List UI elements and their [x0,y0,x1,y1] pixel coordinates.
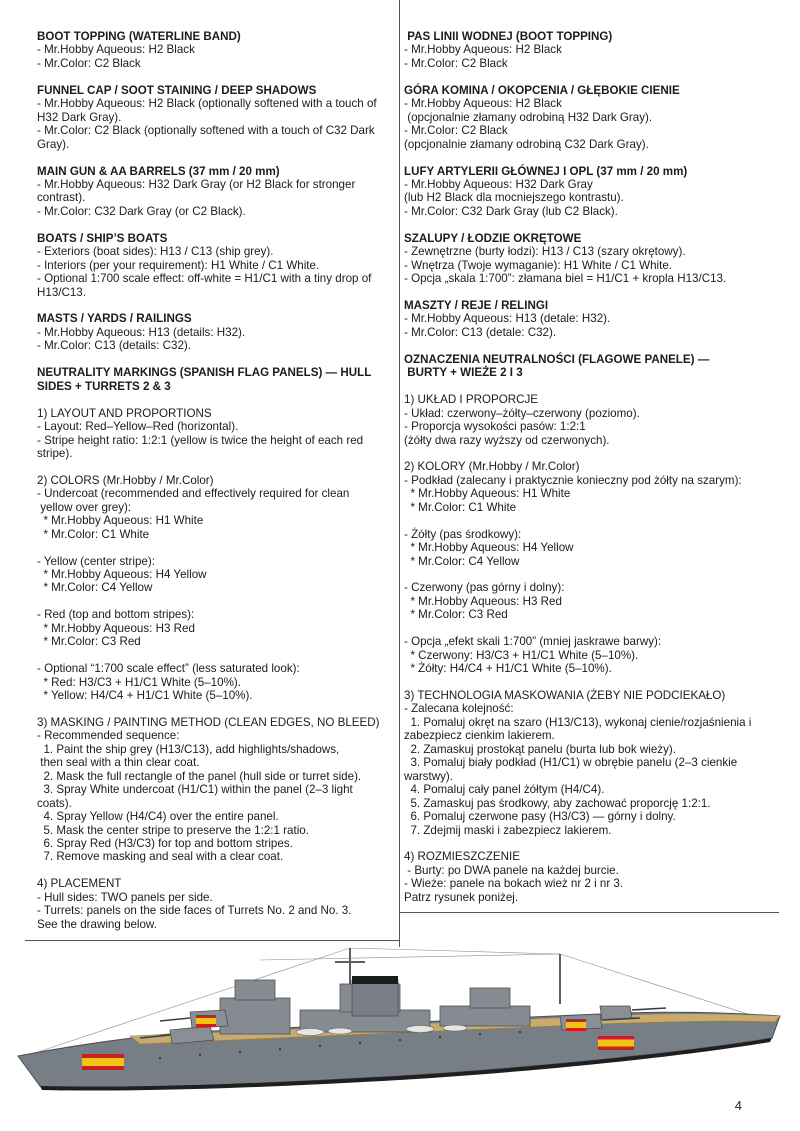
instruction-line: - Turrets: panels on the side faces of Turrets No. 2 and No. 3. [37,904,352,918]
section-heading: OZNACZENIA NEUTRALNOŚCI (FLAGOWE PANELE) — [404,352,710,366]
instruction-line: - Zewnętrzne (burty łodzi): H13 / C13 (szary okrętowy). [404,245,686,259]
instruction-line: Gray). [37,137,70,151]
section-heading: SIDES + TURRETS 2 & 3 [37,379,171,393]
instruction-line: * Mr.Hobby Aqueous: H1 White [404,487,571,501]
instruction-line: yellow over grey): [37,500,132,514]
section-heading: SZALUPY / ŁODZIE OKRĘTOWE [404,231,582,245]
instruction-section [37,232,393,299]
instruction-line: H13/C13. [37,285,86,299]
instruction-line: stripe). [37,446,73,460]
instruction-section [37,165,393,219]
instruction-line: * Mr.Hobby Aqueous: H1 White [37,514,204,528]
instruction-line: * Mr.Color: C1 White [37,527,150,541]
instruction-section [37,608,393,648]
instruction-line: * Mr.Hobby Aqueous: H4 Yellow [404,541,574,555]
instruction-line: - Interiors (per your requirement): H1 White / C1 White. [37,258,320,272]
instruction-line: - Żółty (pas środkowy): [404,527,522,541]
instruction-line: (lub H2 Black dla mocniejszego kontrastu). [404,191,624,205]
instruction-line: - Mr.Color: C2 Black [404,124,508,138]
instruction-section [404,635,770,675]
instruction-line: - Podkład (zalecany i praktycznie konieczny pod żółty na szarym): [404,473,742,487]
instruction-line: - Mr.Hobby Aqueous: H2 Black [404,43,562,57]
instruction-line: - Zalecana kolejność: [404,702,514,716]
instruction-line: 1. Paint the ship grey (H13/C13), add highlights/shadows, [37,742,340,756]
instruction-line: - Mr.Hobby Aqueous: H2 Black (optionally softened with a touch of [37,97,377,111]
section-heading: GÓRA KOMINA / OKOPCENIA / GŁĘBOKIE CIENIE [404,83,680,97]
instruction-line: - Mr.Hobby Aqueous: H13 (detale: H32). [404,312,611,326]
instruction-line: 6. Spray Red (H3/C3) for top and bottom stripes. [37,837,293,851]
instruction-line: - Czerwony (pas górny i dolny): [404,581,565,595]
instruction-line: - Optional “1:700 scale effect” (less saturated look): [37,662,300,676]
instruction-section [404,393,770,447]
section-heading: NEUTRALITY MARKINGS (SPANISH FLAG PANELS) — HULL [37,366,372,380]
instruction-line: 3) TECHNOLOGIA MASKOWANIA (ŻEBY NIE PODCIEKAŁO) [404,689,726,703]
instruction-line: - Układ: czerwony–żółty–czerwony (poziomo). [404,406,640,420]
instruction-section [37,555,393,595]
section-heading: MASZTY / REJE / RELINGI [404,299,549,312]
instruction-line: coats). [37,796,72,810]
section-heading: BURTY + WIEŻE 2 I 3 [404,366,523,380]
instruction-line: * Mr.Hobby Aqueous: H3 Red [404,594,562,608]
instruction-line: - Mr.Hobby Aqueous: H2 Black [37,43,195,57]
instruction-section [37,662,393,702]
instruction-line: - Optional 1:700 scale effect: off-white = H1/C1 with a tiny drop of [37,272,372,286]
instruction-section [37,30,393,70]
instruction-line: - Hull sides: TWO panels per side. [37,890,213,904]
instruction-section [404,460,770,514]
cruiser-side-view [0,940,800,1100]
instruction-line: - Mr.Color: C2 Black (optionally softened with a touch of C32 Dark [37,124,375,138]
instruction-line: * Mr.Hobby Aqueous: H4 Yellow [37,568,207,581]
instruction-line: 3. Spray White undercoat (H1/C1) within the panel (2–3 light [37,783,353,797]
instruction-line: - Burty: po DWA panele na każdej burcie. [404,863,619,877]
instruction-section [404,30,770,70]
instruction-line: (żółty dwa razy wyższy od czerwonych). [404,433,610,447]
instruction-line: 2. Zamaskuj prostokąt panelu (burta lub bok wieży). [404,742,676,756]
instruction-line: * Mr.Color: C4 Yellow [404,554,520,568]
instruction-line: * Mr.Color: C3 Red [37,635,141,649]
instruction-line: 2) KOLORY (Mr.Hobby / Mr.Color) [404,460,580,474]
instruction-line: * Red: H3/C3 + H1/C1 White (5–10%). [37,675,241,689]
instruction-line: 4) PLACEMENT [37,877,122,891]
instruction-line: - Exteriors (boat sides): H13 / C13 (ship grey). [37,245,274,259]
instruction-section [404,165,770,219]
section-heading: MASTS / YARDS / RAILINGS [37,312,192,326]
instruction-line: 7. Zdejmij maski i zabezpiecz lakierem. [404,823,612,837]
instruction-line: (opcjonalnie złamany odrobiną H32 Dark Gray). [404,110,653,124]
instruction-line: 6. Pomaluj czerwone pasy (H3/C3) — górny i dolny. [404,810,676,824]
instruction-line: warstwy). [404,769,453,783]
instruction-line: * Żółty: H4/C4 + H1/C1 White (5–10%). [404,662,612,676]
instruction-line: - Wieże: panele na bokach wież nr 2 i nr 3. [404,877,624,891]
instruction-line: 4) ROZMIESZCZENIE [404,850,520,864]
instruction-line: - Mr.Color: C2 Black [404,56,508,70]
instruction-section [404,299,770,339]
section-heading: LUFY ARTYLERII GŁÓWNEJ I OPL (37 mm / 20 mm) [404,164,688,178]
flag-panel-turret-2 [196,1015,216,1027]
instruction-section [37,716,393,864]
english-instructions-column [37,30,393,945]
instruction-line: * Mr.Color: C1 White [404,500,517,514]
instruction-line: - Mr.Color: C32 Dark Gray (lub C2 Black). [404,204,618,218]
instruction-line: H32 Dark Gray). [37,110,122,124]
instruction-line: 3. Pomaluj biały podkład (H1/C1) w obrębie panelu (2–3 cienkie [404,756,738,770]
instruction-line: * Yellow: H4/C4 + H1/C1 White (5–10%). [37,689,253,703]
instruction-line: - Mr.Color: C2 Black [37,56,141,70]
flag-panel-hull-aft [598,1036,634,1050]
instruction-line: 2. Mask the full rectangle of the panel (hull side or turret side). [37,769,362,783]
section-heading: FUNNEL CAP / SOOT STAINING / DEEP SHADOWS [37,83,317,97]
instruction-section [404,84,770,151]
instruction-section [37,474,393,541]
instruction-line: - Opcja „skala 1:700”: złamana biel = H1/C1 + kropla H13/C13. [404,272,727,286]
instruction-line: - Mr.Color: C32 Dark Gray (or C2 Black). [37,204,246,218]
instruction-section [37,407,393,461]
polish-instructions-column [404,30,770,918]
instruction-section [37,84,393,151]
instruction-line: - Mr.Hobby Aqueous: H32 Dark Gray [404,177,593,191]
page-number: 4 [734,1098,742,1113]
instruction-section [404,850,770,904]
instruction-line: 7. Remove masking and seal with a clear coat. [37,850,284,864]
instruction-line: Patrz rysunek poniżej. [404,890,519,904]
instruction-line: * Mr.Color: C3 Red [404,608,508,622]
instruction-line: then seal with a thin clear coat. [37,756,200,770]
instruction-section [404,581,770,621]
instruction-line: 2) COLORS (Mr.Hobby / Mr.Color) [37,473,214,487]
funnel [352,976,398,1016]
instruction-line: - Mr.Hobby Aqueous: H32 Dark Gray (or H2 Black for stronger [37,177,356,191]
instruction-line: - Stripe height ratio: 1:2:1 (yellow is twice the height of each red [37,433,364,447]
instruction-line: - Undercoat (recommended and effectively required for clean [37,487,350,501]
instruction-line: 1) LAYOUT AND PROPORTIONS [37,406,212,420]
instruction-line: - Mr.Color: C13 (detale: C32). [404,325,557,339]
instruction-line: - Yellow (center stripe): [37,554,155,568]
instruction-line: * Mr.Hobby Aqueous: H3 Red [37,621,195,635]
instruction-line: - Mr.Hobby Aqueous: H13 (details: H32). [37,325,246,339]
instruction-section [404,232,770,286]
instruction-line: - Proporcja wysokości pasów: 1:2:1 [404,420,586,434]
instruction-section [37,312,393,352]
instruction-section [37,366,393,393]
column-divider [399,0,400,947]
flag-panel-hull-forward [82,1054,124,1070]
instruction-line: - Wnętrza (Twoje wymaganie): H1 White / C1 White. [404,258,673,272]
instruction-line: (opcjonalnie złamany odrobiną C32 Dark Gray). [404,137,649,151]
instruction-line: - Red (top and bottom stripes): [37,608,195,622]
instruction-line: 5. Mask the center stripe to preserve the 1:2:1 ratio. [37,823,309,837]
instruction-line: * Mr.Color: C4 Yellow [37,581,153,595]
instruction-line: See the drawing below. [37,917,157,931]
section-heading: PAS LINII WODNEJ (BOOT TOPPING) [404,30,613,43]
instruction-section [404,689,770,837]
instruction-line: - Opcja „efekt skali 1:700” (mniej jaskrawe barwy): [404,635,662,649]
section-heading: BOOT TOPPING (WATERLINE BAND) [37,30,241,43]
instruction-line: zabezpiecz cienkim lakierem. [404,729,555,743]
instruction-line: 4. Pomaluj cały panel żółtym (H4/C4). [404,783,605,797]
instruction-line: 1) UKŁAD I PROPORCJE [404,393,539,407]
instruction-line: 1. Pomaluj okręt na szaro (H13/C13), wykonaj cienie/rozjaśnienia i [404,715,752,729]
instruction-line: - Mr.Color: C13 (details: C32). [37,339,191,353]
instruction-line: * Czerwony: H3/C3 + H1/C1 White (5–10%). [404,648,639,662]
instruction-line: 3) MASKING / PAINTING METHOD (CLEAN EDGES, NO BLEED) [37,715,380,729]
section-heading: MAIN GUN & AA BARRELS (37 mm / 20 mm) [37,164,280,178]
instruction-section [404,353,770,380]
flag-panel-turret-3 [566,1019,586,1031]
instruction-line: - Recommended sequence: [37,729,180,743]
instruction-section [37,877,393,931]
instruction-line: - Layout: Red–Yellow–Red (horizontal). [37,420,239,434]
ship-illustration [0,940,800,1100]
instruction-section [404,528,770,568]
instruction-line: contrast). [37,191,86,205]
instruction-line: - Mr.Hobby Aqueous: H2 Black [404,97,562,111]
section-heading: BOATS / SHIP’S BOATS [37,231,168,245]
instruction-line: 5. Zamaskuj pas środkowy, aby zachować proporcję 1:2:1. [404,796,711,810]
instruction-line: 4. Spray Yellow (H4/C4) over the entire panel. [37,810,279,824]
